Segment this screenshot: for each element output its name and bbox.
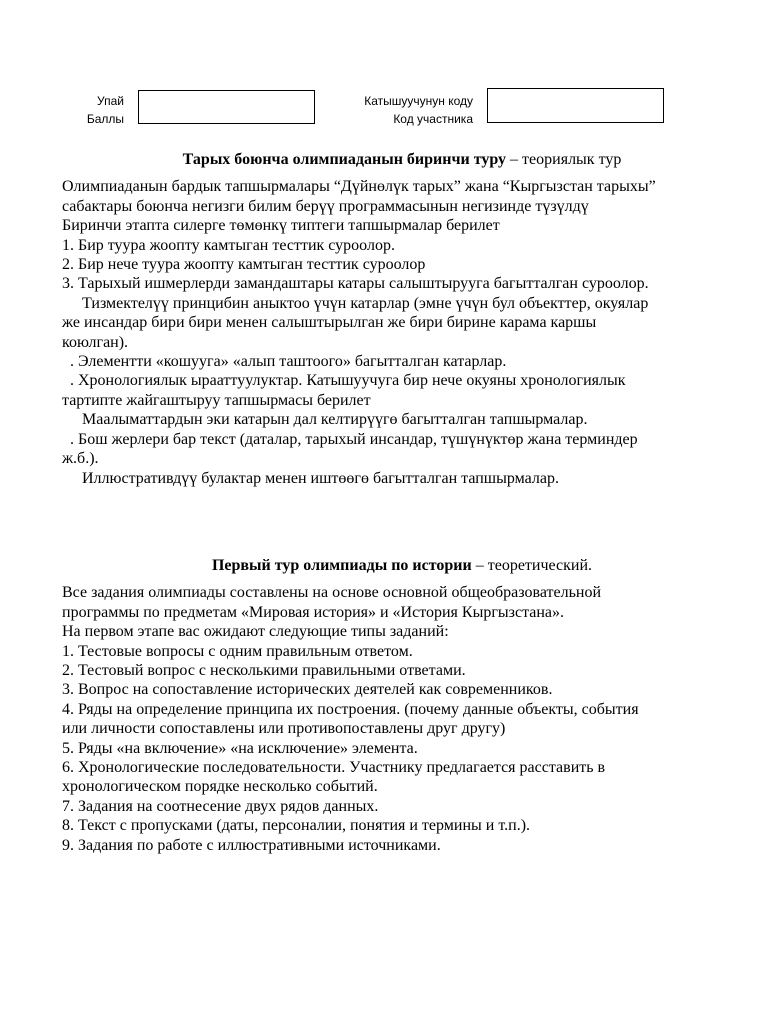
ru-section bbox=[62, 556, 742, 855]
ru-title-rest: – теоретический. bbox=[471, 557, 593, 574]
score-label-kg: Упай bbox=[97, 94, 124, 108]
ru-line: Все задания олимпиады составлены на основе основной общеобразовательной bbox=[62, 584, 602, 602]
ru-title bbox=[62, 556, 742, 575]
ru-list-item: 1. Тестовые вопросы с одним правильным ответом. bbox=[62, 642, 413, 660]
kg-line: сабактары боюнча негизги билим берүү программасынын негизинде түзүлдү bbox=[62, 197, 589, 215]
kg-section bbox=[62, 150, 742, 488]
kg-line: коюлган). bbox=[62, 333, 129, 351]
ru-list-item: 4. Ряды на определение принципа их построения. (почему данные объекты, события bbox=[62, 700, 639, 718]
kg-list-item: . Хронологиялык ырааттуулуктар. Катышуучуга бир нече окуяны хронологиялык bbox=[70, 372, 626, 390]
score-label-ru: Баллы bbox=[86, 112, 124, 126]
kg-list-item: 3. Тарыхый ишмерлерди замандаштары катары салыштырууга багытталган суроолор. bbox=[62, 275, 649, 293]
participant-code-label-ru: Код участника bbox=[393, 112, 473, 126]
kg-list-item: Маалыматтардын эки катарын дал келтирүүгө багытталган тапшырмалар. bbox=[82, 411, 588, 429]
participant-code-label-kg: Катышуучунун коду bbox=[364, 94, 473, 108]
ru-list-item: 7. Задания на соотнесение двух рядов данных. bbox=[62, 797, 379, 815]
ru-line: или личности сопоставлены или противопоставлены друг другу) bbox=[62, 720, 506, 738]
kg-list-item: 1. Бир туура жоопту камтыган тесттик суроолор. bbox=[62, 236, 395, 254]
score-box[interactable] bbox=[138, 90, 315, 124]
ru-line: На первом этапе вас ожидают следующие типы заданий: bbox=[62, 623, 449, 641]
kg-line: Биринчи этапта силерге төмөнкү типтеги тапшырмалар берилет bbox=[62, 217, 500, 235]
kg-line: ж.б.). bbox=[62, 450, 99, 468]
ru-list-item: 9. Задания по работе с иллюстративными источниками. bbox=[62, 836, 441, 854]
kg-list-item: 2. Бир нече туура жоопту камтыган тесттик суроолор bbox=[62, 256, 426, 274]
kg-title-rest: – теориялык тур bbox=[506, 151, 622, 168]
kg-list-item: . Элементти «кошууга» «алып таштоого» багытталган катарлар. bbox=[70, 353, 507, 371]
kg-list-item: . Бош жерлери бар текст (даталар, тарыхый инсандар, түшүнүктөр жана терминдер bbox=[70, 430, 638, 448]
ru-list-item: 3. Вопрос на сопоставление исторических деятелей как современников. bbox=[62, 681, 553, 699]
ru-list-item: 2. Тестовый вопрос с несколькими правильными ответами. bbox=[62, 662, 466, 680]
ru-list-item: 6. Хронологические последовательности. Участнику предлагается расставить в bbox=[62, 759, 606, 777]
ru-line: хронологическом порядке несколько событий. bbox=[62, 778, 378, 796]
kg-title bbox=[62, 150, 742, 169]
kg-list-item: Иллюстративдүү булактар менен иштөөгө багытталган тапшырмалар. bbox=[82, 469, 559, 487]
score-label bbox=[60, 92, 124, 128]
kg-line: тартипте жайгаштыруу тапшырмасы берилет bbox=[62, 391, 371, 409]
ru-title-bold: Первый тур олимпиады по истории bbox=[211, 557, 472, 574]
participant-code-label bbox=[330, 92, 473, 128]
participant-code-box[interactable] bbox=[487, 88, 664, 123]
kg-line: же инсандар бири бири менен салыштырылган же бири бирине карама каршы bbox=[62, 314, 597, 332]
ru-list-item: 5. Ряды «на включение» «на исключение» элемента. bbox=[62, 739, 418, 757]
kg-line: Олимпиаданын бардык тапшырмалары “Дүйнөлүк тарых” жана “Кыргызстан тарыхы” bbox=[62, 178, 656, 196]
kg-list-item: Тизмектелүү принцибин аныктоо үчүн катарлар (эмне үчүн бул объекттер, окуялар bbox=[82, 294, 649, 312]
ru-line: программы по предметам «Мировая история» и «История Кыргызстана». bbox=[62, 603, 565, 621]
ru-list-item: 8. Текст с пропусками (даты, персоналии, понятия и термины и т.п.). bbox=[62, 817, 531, 835]
kg-title-bold: Тарых боюнча олимпиаданын биринчи туру bbox=[182, 151, 507, 168]
